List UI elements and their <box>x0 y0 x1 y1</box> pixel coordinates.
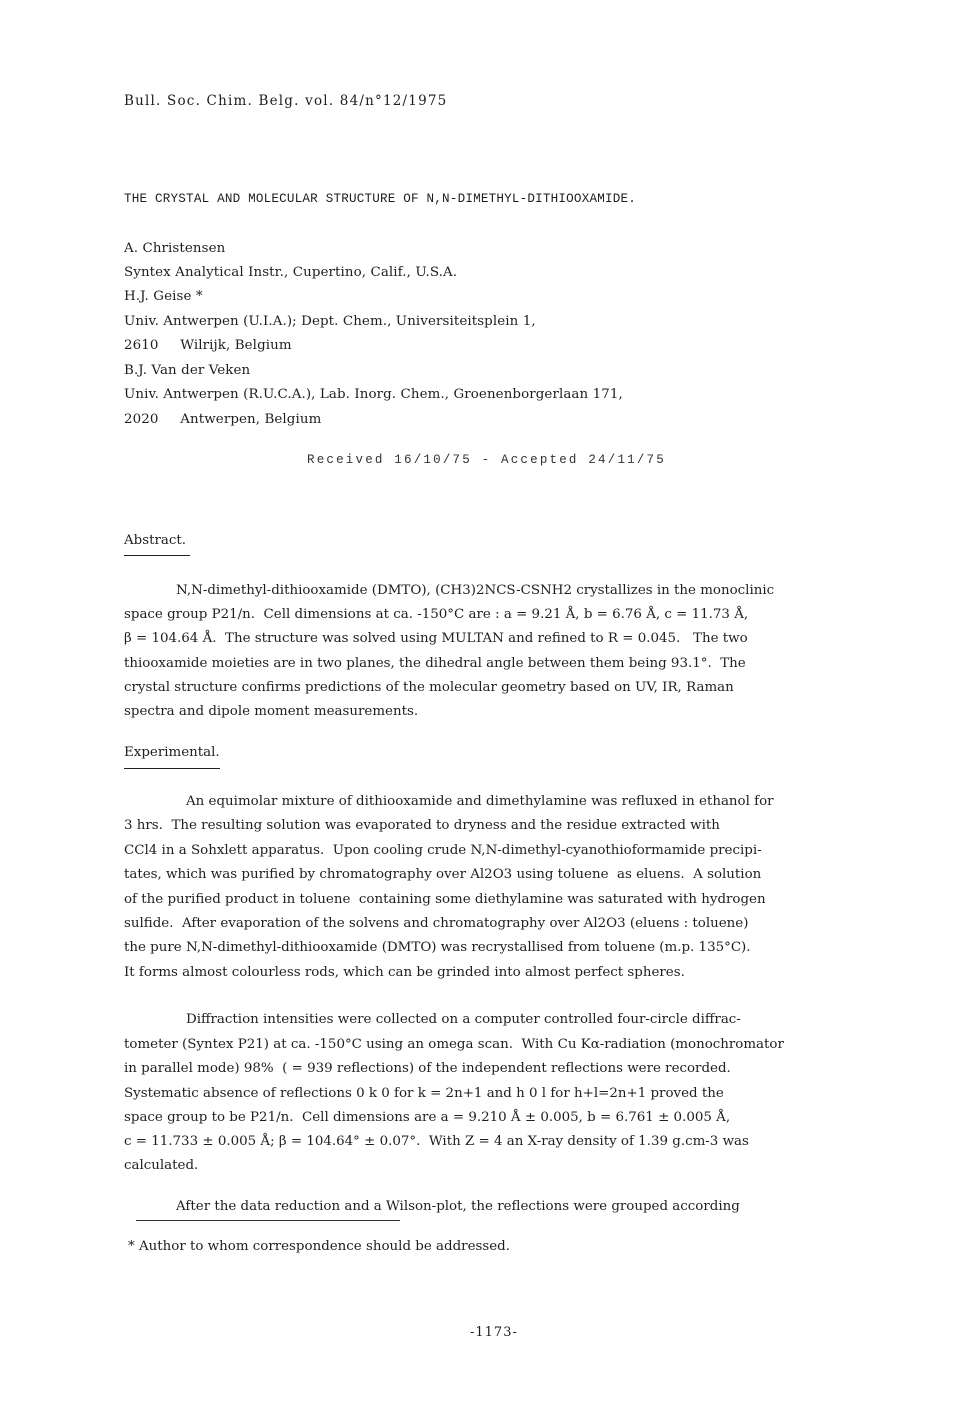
footnote-rule <box>136 1220 400 1221</box>
body-line: tates, which was purified by chromatography over Al2O3 using toluene as eluens. A solution <box>124 867 762 882</box>
journal-citation: Bull. Soc. Chim. Belg. vol. 84/n°12/1975 <box>124 93 448 109</box>
abstract-heading: Abstract. <box>124 533 187 548</box>
footnote: * Author to whom correspondence should be addressed. <box>128 1239 510 1254</box>
author-line: B.J. Van der Veken <box>124 363 251 378</box>
body-line: 3 hrs. The resulting solution was evaporated to dryness and the residue extracted with <box>124 818 720 833</box>
author-line: 2020 Antwerpen, Belgium <box>124 412 322 427</box>
body-line: After the data reduction and a Wilson-plot, the reflections were grouped according <box>176 1199 740 1214</box>
abstract-line: space group P21/n. Cell dimensions at ca. -150°C are : a = 9.21 Å, b = 6.76 Å, c = 11.73 Å, <box>124 607 749 622</box>
body-line: of the purified product in toluene containing some diethylamine was saturated with hydrogen <box>124 892 766 907</box>
abstract-line: thiooxamide moieties are in two planes, the dihedral angle between them being 93.1°. The <box>124 656 746 671</box>
abstract-heading-underline <box>124 555 190 556</box>
body-line: tometer (Syntex P21) at ca. -150°C using an omega scan. With Cu Kα-radiation (monochromator <box>124 1037 784 1052</box>
body-line: space group to be P21/n. Cell dimensions are a = 9.210 Å ± 0.005, b = 6.761 ± 0.005 Å, <box>124 1110 731 1125</box>
body-line: sulfide. After evaporation of the solvens and chromatography over Al2O3 (eluens : toluene) <box>124 916 749 931</box>
body-line: calculated. <box>124 1158 199 1173</box>
abstract-line: N,N-dimethyl-dithiooxamide (DMTO), (CH3)2NCS-CSNH2 crystallizes in the monoclinic <box>176 583 775 598</box>
author-line: Univ. Antwerpen (R.U.C.A.), Lab. Inorg. Chem., Groenenborgerlaan 171, <box>124 387 623 402</box>
body-line: the pure N,N-dimethyl-dithiooxamide (DMTO) was recrystallised from toluene (m.p. 135°C). <box>124 940 751 955</box>
experimental-heading-underline <box>124 768 220 769</box>
body-line: in parallel mode) 98% ( = 939 reflections) of the independent reflections were recorded. <box>124 1061 731 1076</box>
body-line: An equimolar mixture of dithiooxamide and dimethylamine was refluxed in ethanol for <box>186 794 774 809</box>
paper-title: THE CRYSTAL AND MOLECULAR STRUCTURE OF N,N-DIMETHYL-DITHIOOXAMIDE. <box>124 192 636 206</box>
author-line: Syntex Analytical Instr., Cupertino, Calif., U.S.A. <box>124 265 458 280</box>
abstract-line: crystal structure confirms predictions of the molecular geometry based on UV, IR, Raman <box>124 680 734 695</box>
experimental-heading: Experimental. <box>124 745 220 760</box>
body-line: Systematic absence of reflections 0 k 0 for k = 2n+1 and h 0 l for h+l=2n+1 proved the <box>124 1086 724 1101</box>
author-line: 2610 Wilrijk, Belgium <box>124 338 292 353</box>
author-line: H.J. Geise * <box>124 289 203 304</box>
abstract-line: β = 104.64 Å. The structure was solved using MULTAN and refined to R = 0.045. The two <box>124 631 748 646</box>
received-accepted-dates: Received 16/10/75 - Accepted 24/11/75 <box>307 453 666 467</box>
page-number: -1173- <box>470 1325 518 1340</box>
author-line: A. Christensen <box>124 241 226 256</box>
body-line: It forms almost colourless rods, which can be grinded into almost perfect spheres. <box>124 965 685 980</box>
body-line: Diffraction intensities were collected on a computer controlled four-circle diffrac- <box>186 1012 741 1027</box>
author-line: Univ. Antwerpen (U.I.A.); Dept. Chem., Universiteitsplein 1, <box>124 314 536 329</box>
body-line: c = 11.733 ± 0.005 Å; β = 104.64° ± 0.07°. With Z = 4 an X-ray density of 1.39 g.cm-3 was <box>124 1134 749 1149</box>
abstract-line: spectra and dipole moment measurements. <box>124 704 419 719</box>
body-line: CCl4 in a Sohxlett apparatus. Upon cooling crude N,N-dimethyl-cyanothioformamide precipi- <box>124 843 762 858</box>
